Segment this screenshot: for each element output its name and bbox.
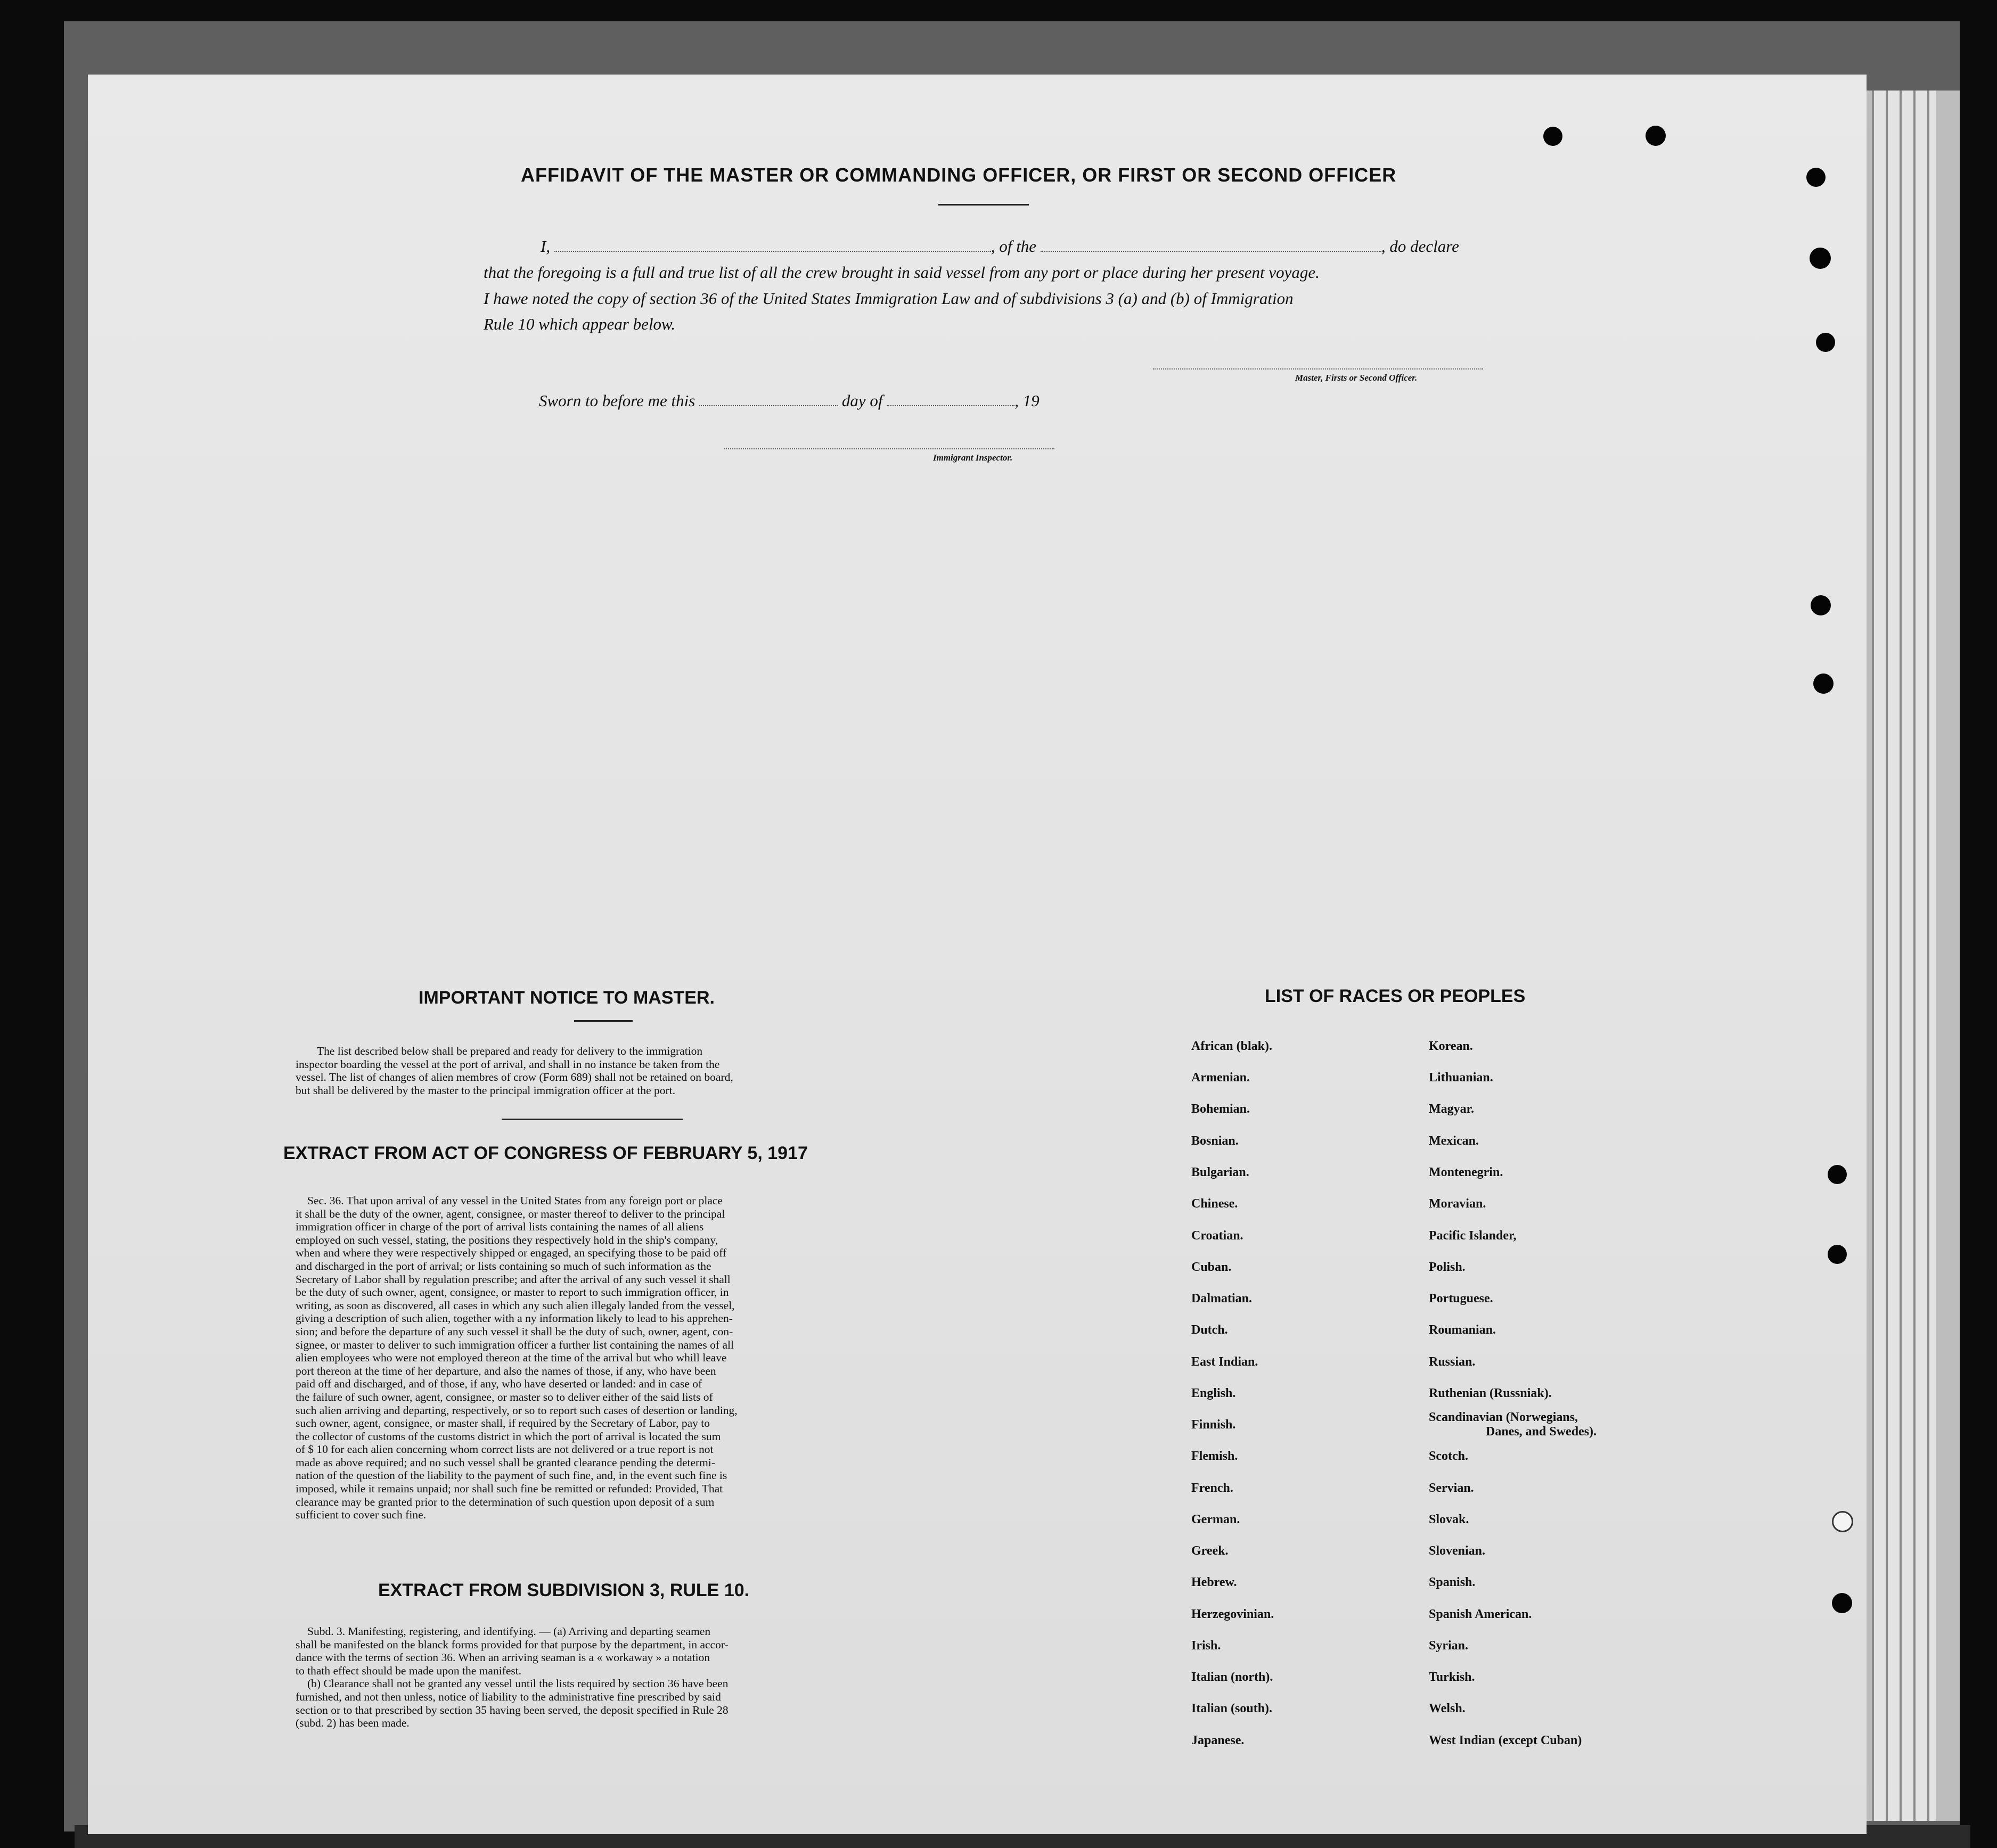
race-item: East Indian. [1191,1355,1258,1369]
rule-line: furnished, and not then unless, notice of liability to the administrative fine prescribed by said [296,1690,721,1703]
race-item: Dutch. [1191,1323,1228,1337]
race-item: Ruthenian (Russniak). [1429,1386,1552,1400]
do-declare-label: , do declare [1381,237,1459,256]
rule-extract-text [296,1625,903,1730]
act-line: when and where they were respectively shipped or engaged, an specifying those to be paid off [296,1246,727,1260]
sworn-line [539,391,1040,410]
sworn-day-field[interactable] [699,393,838,406]
race-item: Finnish. [1191,1418,1236,1432]
punch-hole [1816,333,1835,352]
race-item: Armenian. [1191,1071,1250,1085]
race-item: Mexican. [1429,1134,1479,1148]
act-line: giving a description of such alien, together with a ny information likely to lead to his apprehen- [296,1312,733,1325]
act-line: immigration officer in charge of the port of arrival lists containing the names of all aliens [296,1220,704,1234]
race-item: Servian. [1429,1481,1474,1495]
race-item: Bulgarian. [1191,1165,1249,1179]
rule-line: section or to that prescribed by section 35 having been served, the deposit specified in Rule 28 [296,1703,729,1716]
punch-hole [1811,595,1831,615]
race-item: Scotch. [1429,1449,1468,1463]
act-extract-text [296,1194,903,1522]
act-line: Sec. 36. That upon arrival of any vessel in the United States from any foreign port or place [307,1194,723,1207]
act-line: be the duty of such owner, agent, consignee, or master to report to such immigration officer, in [296,1286,729,1299]
act-line: signee, or master to deliver to such immigration officer a further list containing the names of all [296,1338,734,1351]
race-item: English. [1191,1386,1236,1400]
rule-line: (subd. 2) has been made. [296,1716,410,1730]
name-field[interactable] [554,239,991,252]
race-item: Italian (south). [1191,1702,1273,1715]
race-item: Bohemian. [1191,1102,1250,1116]
act-line: made as above required; and no such vessel shall be granted clearance pending the determi- [296,1456,716,1469]
act-line: and discharged in the port of arrival; or lists containing so much of such information as the [296,1259,711,1272]
race-item: Russian. [1429,1355,1476,1369]
notice-text [296,1045,903,1097]
rule-extract-title: EXTRACT FROM SUBDIVISION 3, RULE 10. [378,1580,750,1600]
act-line: sufficient to cover such fine. [296,1508,426,1522]
vessel-field[interactable] [1041,239,1381,252]
race-item: Korean. [1429,1039,1473,1053]
i-label: I, [541,237,551,256]
act-line: clearance may be granted prior to the determination of such question upon deposit of a sum [296,1495,715,1508]
race-item: Italian (north). [1191,1670,1273,1684]
race-item: African (blak). [1191,1039,1272,1053]
punch-hole [1828,1245,1847,1264]
race-item: Syrian. [1429,1639,1469,1653]
affidavit-line-4: Rule 10 which appear below. [484,315,676,333]
act-line: alien employees who were not employed thereon at the time of the arrival but who whill leave [296,1351,727,1365]
punch-hole [1832,1593,1852,1613]
race-item: Spanish American. [1429,1607,1532,1621]
act-line: nation of the question of the liability to the payment of such fine, and, in the event such fine is [296,1469,727,1482]
race-item: Japanese. [1191,1734,1245,1747]
race-item: Lithuanian. [1429,1071,1493,1085]
rule-line: shall be manifested on the blanck forms provided for that purpose by the department, in accor- [296,1638,729,1651]
race-item: Chinese. [1191,1197,1238,1211]
race-item: Welsh. [1429,1702,1466,1715]
race-item: Danes, and Swedes). [1486,1425,1597,1439]
race-item: Slovak. [1429,1513,1469,1526]
rule-line: (b) Clearance shall not be granted any vessel until the lists required by section 36 have been [307,1677,729,1690]
race-item: Pacific Islander, [1429,1229,1517,1243]
notice-line: but shall be delivered by the master to the principal immigration officer at the port. [296,1083,676,1097]
sworn-month-field[interactable] [887,393,1014,406]
race-item: Greek. [1191,1544,1229,1558]
race-item: Hebrew. [1191,1575,1237,1589]
punch-hole [1813,674,1834,694]
sworn-label: Sworn to before me this [539,391,695,410]
inspector-label: Immigrant Inspector. [933,453,1013,463]
notice-line: inspector boarding the vessel at the port of arrival, and shall in no instance be taken from the [296,1057,720,1071]
document-sheet [88,75,1867,1834]
race-item: Turkish. [1429,1670,1475,1684]
race-item: West Indian (except Cuban) [1429,1734,1582,1747]
act-line: of $ 10 for each alien concerning whom correct lists are not delivered or a true report is not [296,1443,714,1456]
of-the-label: , of the [991,237,1037,256]
act-line: paid off and discharged, and of those, if any, who have deserted or landed: and in case of [296,1377,702,1391]
act-line: the failure of such owner, agent, consignee, or master so to deliver either of the said lists of [296,1390,713,1403]
race-item: Montenegrin. [1429,1165,1503,1179]
races-title: LIST OF RACES OR PEOPLES [1265,986,1526,1006]
act-line: Secretary of Labor shall by regulation prescribe; and after the arrival of any such vessel it shall [296,1272,731,1286]
affidavit-title: AFFIDAVIT OF THE MASTER OR COMMANDING OFFICER, OR FIRST OR SECOND OFFICER [521,164,1397,186]
notice-line: vessel. The list of changes of alien membres of crow (Form 689) shall not be retained on board, [296,1071,733,1084]
notice-title: IMPORTANT NOTICE TO MASTER. [419,988,715,1008]
day-of-label: day of [841,391,883,410]
act-line: it shall be the duty of the owner, agent, consignee, or master thereof to deliver to the principal [296,1207,725,1220]
race-item: French. [1191,1481,1233,1495]
act-line: such alien arriving and departing, respectively, or so to report such cases of desertion or landing, [296,1403,738,1417]
act-line: port thereon at the time of her departure, and also the names of those, if any, who have been [296,1364,716,1377]
race-item: Irish. [1191,1639,1221,1653]
race-item: Bosnian. [1191,1134,1239,1148]
race-item: Croatian. [1191,1229,1243,1243]
inspector-signature-line[interactable] [724,448,1054,449]
act-line: the collector of customs of the customs district in which the port of arrival is located the sum [296,1430,721,1443]
act-line: writing, as soon as discovered, all cases in which any such alien illegaly landed from the vessel, [296,1299,735,1312]
act-line: sion; and before the departure of any such vessel it shall be the duty of such, owner, agent, con- [296,1325,733,1338]
act-line: employed on such vessel, stating, the positions they respectively hold in the ship's company, [296,1233,718,1246]
master-signature-label: Master, Firsts or Second Officer. [1295,373,1418,383]
affidavit-title-rule [938,204,1029,206]
master-signature-line[interactable] [1153,368,1483,369]
race-item: Magyar. [1429,1102,1475,1116]
punch-hole [1646,126,1666,146]
punch-hole [1543,127,1562,146]
race-item: German. [1191,1513,1240,1526]
punch-hole [1832,1511,1853,1532]
punch-hole [1810,248,1831,269]
notice-separator [502,1119,683,1120]
affidavit-line-3: I hawe noted the copy of section 36 of the United States Immigration Law and of subdivisions 3 (a) and (b) of Immigration [484,289,1294,308]
act-extract-title: EXTRACT FROM ACT OF CONGRESS OF FEBRUARY 5, 1917 [283,1143,808,1163]
year-label: , 19 [1014,391,1040,410]
act-line: imposed, while it remains unpaid; nor shall such fine be remitted or refunded: Provided, That [296,1482,723,1496]
race-item: Scandinavian (Norwegians, [1429,1410,1578,1424]
race-item: Portuguese. [1429,1292,1493,1305]
notice-ornament-rule [574,1020,633,1022]
rule-line: Subd. 3. Manifesting, registering, and identifying. — (a) Arriving and departing seamen [307,1625,711,1638]
race-item: Spanish. [1429,1575,1476,1589]
rule-line: to thath effect should be made upon the manifest. [296,1664,522,1677]
punch-hole [1828,1165,1847,1184]
notice-line: The list described below shall be prepared and ready for delivery to the immigration [317,1045,703,1057]
race-item: Polish. [1429,1260,1466,1274]
affidavit-declaration-line [541,237,1459,256]
race-item: Roumanian. [1429,1323,1496,1337]
punch-hole [1806,168,1826,187]
race-item: Dalmatian. [1191,1292,1252,1305]
race-item: Herzegovinian. [1191,1607,1274,1621]
affidavit-line-2: that the foregoing is a full and true list of all the crew brought in said vessel from any port or place during her present voyage. [484,263,1320,282]
race-item: Flemish. [1191,1449,1238,1463]
stacked-page-ruling [1872,91,1936,1821]
race-item: Cuban. [1191,1260,1232,1274]
rule-line: dance with the terms of section 36. When an arriving seaman is a « workaway » a notation [296,1651,710,1664]
race-item: Slovenian. [1429,1544,1486,1558]
act-line: such owner, agent, consignee, or master shall, if required by the Secretary of Labor, pay to [296,1417,710,1430]
race-item: Moravian. [1429,1197,1486,1211]
